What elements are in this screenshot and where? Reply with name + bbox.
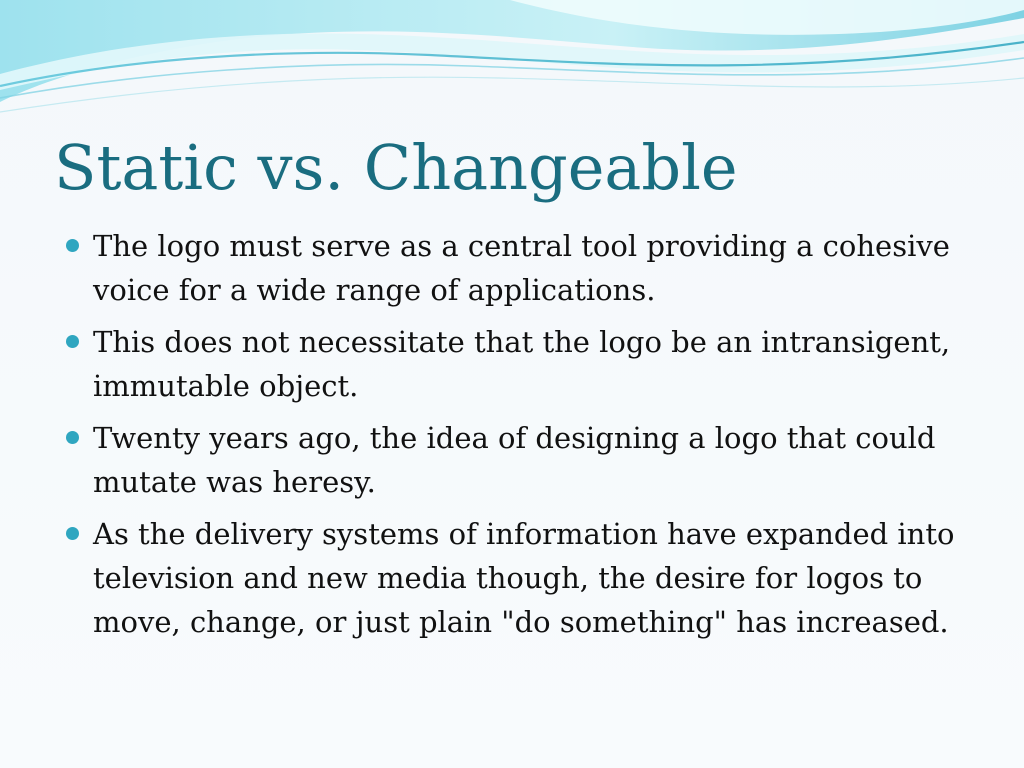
bullet-item-3 (62, 416, 982, 504)
header-wave-decoration (0, 0, 1024, 130)
bullet-text-4: As the delivery systems of information have expanded into television and new media though, the desire for logos to move, change, or just plain "do something" has increased. (93, 517, 955, 639)
bullet-dot-icon (66, 527, 79, 540)
bullet-dot-icon (66, 335, 79, 348)
bullet-list (62, 224, 982, 652)
bullet-item-2 (62, 320, 982, 408)
bullet-dot-icon (66, 239, 79, 252)
bullet-text-2: This does not necessitate that the logo be an intransigent, immutable object. (93, 325, 951, 403)
bullet-item-1 (62, 224, 982, 312)
bullet-text-3: Twenty years ago, the idea of designing a logo that could mutate was heresy. (93, 421, 936, 499)
bullet-text-1: The logo must serve as a central tool providing a cohesive voice for a wide range of applications. (93, 229, 950, 307)
slide-title: Static vs. Changeable (54, 131, 738, 204)
bullet-dot-icon (66, 431, 79, 444)
bullet-item-4 (62, 512, 982, 644)
